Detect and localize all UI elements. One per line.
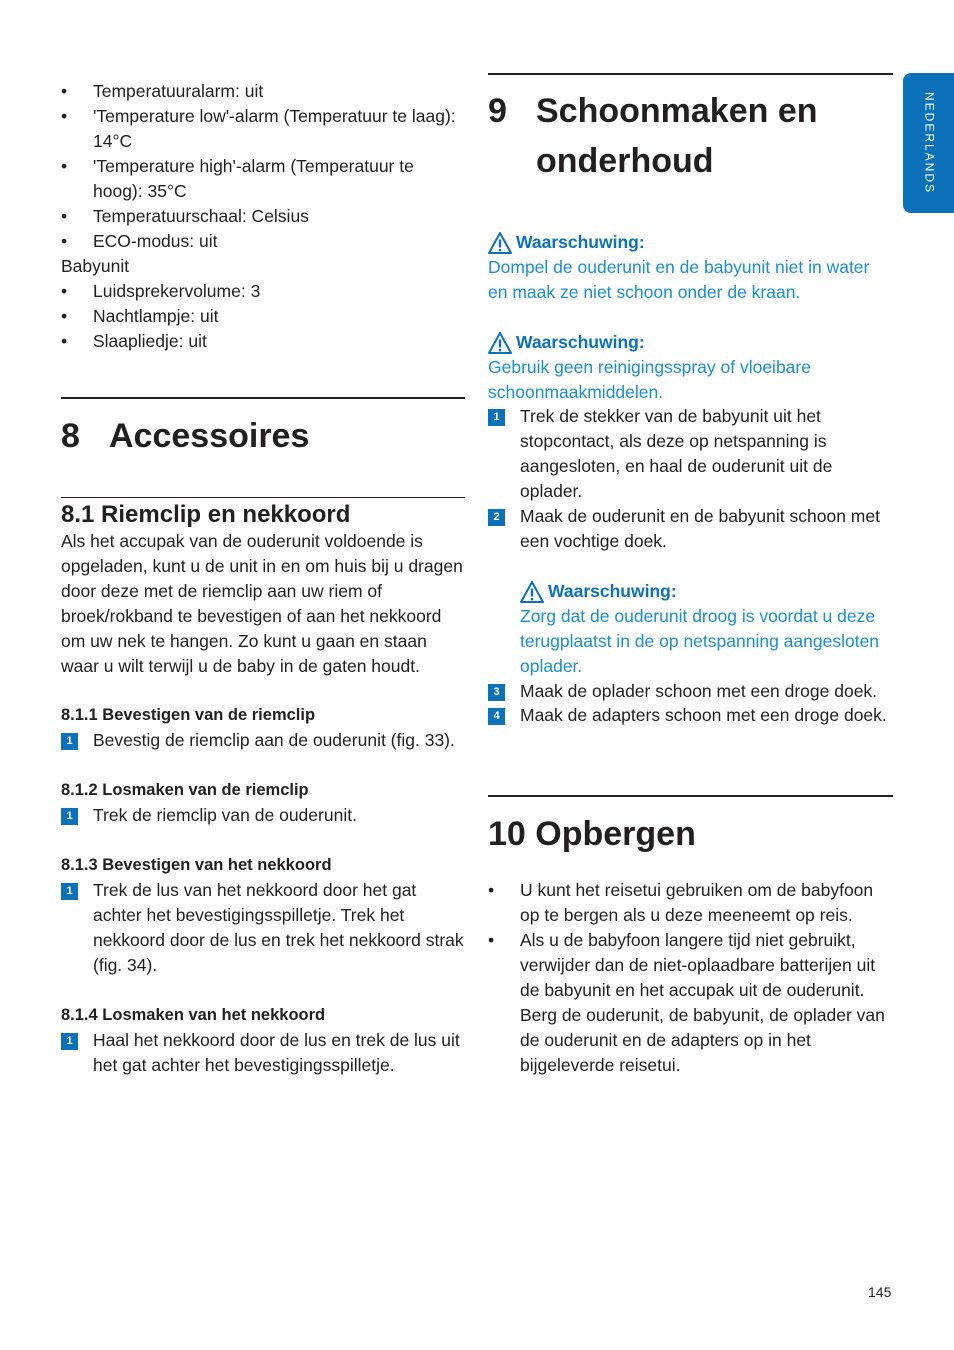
list-item: • Als u de babyfoon langere tijd niet gebruikt, verwijder dan de niet-oplaadbare batterijen uit de babyunit en het accupak uit de ouderunit. Berg de ouderunit, de babyunit, de oplader van de ouderunit en de adapters op in het bijgeleverde reisetui.: [488, 930, 885, 1075]
warning-icon: [488, 232, 512, 254]
warning-icon: [488, 332, 512, 354]
section-8-1-heading: 8.1 Riemclip en nekkoord: [61, 501, 351, 528]
warning-text: Gebruik geen reinigingsspray of vloeibare schoonmaakmiddelen.: [488, 357, 811, 402]
warning-box: [488, 330, 893, 405]
page-number: 145: [868, 1284, 892, 1300]
section-8-1-text: Als het accupak van de ouderunit voldoende is opgeladen, kunt u de unit in en om huis bij u dragen door deze met de riemclip aan uw riem of broek/rokband te bevestigen of aan het nekkoord om uw nek te hangen. Zo kunt u gaan en staan waar u wilt terwijl u de baby in de gaten houdt.: [61, 531, 463, 676]
step-item: 4 Maak de adapters schoon met een droge doek.: [488, 703, 893, 728]
chapter-10-heading: 10 Opbergen: [488, 815, 696, 853]
list-item: • Temperatuurschaal: Celsius: [61, 206, 309, 226]
default-settings-list: [61, 79, 465, 354]
chapter-divider: [61, 397, 465, 399]
step-item: 1 Trek de lus van het nekkoord door het gat achter het bevestigingsspilletje. Trek het nekkoord door de lus en trek het nekkoord strak (fig. 34).: [61, 878, 465, 978]
step-number-badge: 1: [488, 409, 505, 426]
step-number-badge: 1: [61, 1033, 78, 1050]
step-number-badge: 1: [61, 883, 78, 900]
chapter-divider: [488, 795, 893, 797]
list-item: • Luidsprekervolume: 3: [61, 281, 261, 301]
list-item: • U kunt het reisetui gebruiken om de babyfoon op te bergen als u deze meeneemt op reis.: [488, 880, 874, 925]
warning-icon: [520, 581, 544, 603]
chapter-divider: [488, 73, 893, 75]
step-number-badge: 1: [61, 733, 78, 750]
language-tab: [903, 73, 954, 213]
step-item: 3 Maak de oplader schoon met een droge doek.: [488, 679, 893, 704]
chapter-8-heading: 8 Accessoires: [61, 417, 310, 455]
warning-label: Waarschuwing:: [516, 232, 645, 252]
chapter-9-heading: 9 Schoonmaken en onderhoud: [488, 92, 818, 180]
language-tab-label: NEDERLANDS: [922, 91, 936, 195]
step-item: 2 Maak de ouderunit en de babyunit schoon met een vochtige doek.: [488, 504, 893, 554]
list-item: • Slaapliedje: uit: [61, 331, 207, 351]
step-item: 1 Trek de stekker van de babyunit uit het stopcontact, als deze op netspanning is aangesloten, en haal de ouderunit uit de oplader.: [488, 404, 893, 504]
list-item: • Nachtlampje: uit: [61, 306, 219, 326]
step-number-badge: 4: [488, 708, 505, 725]
step-item: 1 Bevestig de riemclip aan de ouderunit (fig. 33).: [61, 728, 465, 753]
step-item: 1 Trek de riemclip van de ouderunit.: [61, 803, 465, 828]
warning-text: Zorg dat de ouderunit droog is voordat u deze terugplaatst in de op netspanning aangesloten oplader.: [520, 606, 880, 676]
warning-box: [520, 579, 893, 679]
step-number-badge: 3: [488, 684, 505, 701]
list-item: • Temperatuuralarm: uit: [61, 81, 264, 101]
step-number-badge: 2: [488, 509, 505, 526]
section-8-1-2-heading: 8.1.2 Losmaken van de riemclip: [61, 781, 309, 799]
warning-text: Dompel de ouderunit en de babyunit niet in water en maak ze niet schoon onder de kraan.: [488, 257, 870, 302]
warning-box: [488, 230, 893, 305]
section-8-1-3-heading: 8.1.3 Bevestigen van het nekkoord: [61, 856, 332, 874]
step-item: 1 Haal het nekkoord door de lus en trek de lus uit het gat achter het bevestigingsspilletje.: [61, 1028, 465, 1078]
storage-list: [488, 878, 893, 1078]
warning-label: Waarschuwing:: [516, 332, 645, 352]
list-item: • 'Temperature low'-alarm (Temperatuur te laag): 14°C: [61, 106, 456, 151]
babyunit-label: Babyunit: [61, 256, 130, 276]
section-divider: [61, 497, 465, 498]
warning-label: Waarschuwing:: [548, 581, 677, 601]
list-item: • 'Temperature high'-alarm (Temperatuur te hoog): 35°C: [61, 156, 414, 201]
list-item: • ECO-modus: uit: [61, 231, 218, 251]
step-number-badge: 1: [61, 808, 78, 825]
section-8-1-1-heading: 8.1.1 Bevestigen van de riemclip: [61, 706, 316, 724]
section-8-1-4-heading: 8.1.4 Losmaken van het nekkoord: [61, 1006, 326, 1024]
